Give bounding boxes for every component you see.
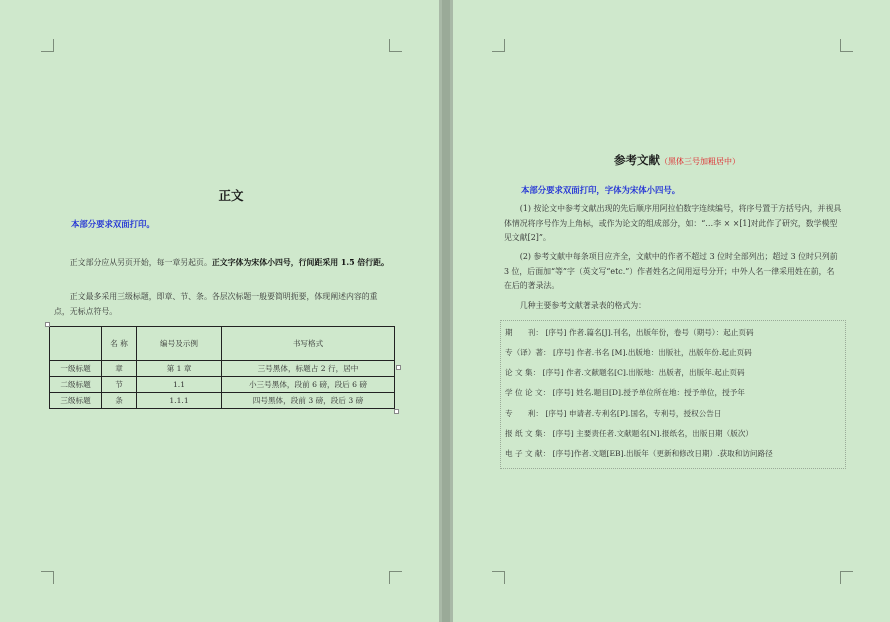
print-note: 本部分要求双面打印，字体为宋体小四号。	[521, 185, 681, 195]
table-cell: 第 1 章	[137, 361, 222, 377]
table-cell: 三号黑体，标题占 2 行，居中	[222, 361, 395, 377]
page-title: 正文	[218, 188, 244, 203]
title-text: 参考文献	[614, 153, 660, 167]
page-title	[614, 152, 740, 168]
heading-levels-table	[49, 326, 395, 409]
format-label: 电 子 文 献：	[505, 449, 551, 458]
paragraph-text: 正文部分应从另页开始，每一章另起页。	[69, 258, 212, 267]
table-cell: 一级标题	[50, 361, 102, 377]
table-cell: 节	[102, 377, 137, 393]
list-item	[505, 387, 745, 398]
body-paragraph-3: 几种主要参考文献著录表的格式为：	[519, 301, 647, 310]
crop-mark-top-left	[492, 39, 505, 52]
table-cell: 三级标题	[50, 393, 102, 409]
table-row-handle[interactable]	[396, 365, 401, 370]
table-row	[50, 361, 395, 377]
table-move-handle[interactable]	[45, 322, 50, 327]
crop-mark-bottom-left	[492, 571, 505, 584]
body-paragraph-1: (1) 按论文中参考文献出现的先后顺序用阿拉伯数字连续编号，将序号置于方括号内，并视具体情况将序号作为上角标，或作为论文的组成部分，如：“…李 × ×[1]对此作了研究，数学模型见文献[2]”。	[504, 204, 842, 242]
crop-mark-top-left	[41, 39, 54, 52]
format-text: [序号] 申请者.专利名[P].国名，专利号，授权公告日	[545, 409, 722, 418]
list-item	[505, 428, 753, 439]
title-format-note: （黑体三号加粗居中）	[660, 157, 740, 166]
list-item	[505, 327, 754, 338]
list-item	[505, 367, 745, 378]
table-header-cell	[50, 327, 102, 361]
table-cell: 二级标题	[50, 377, 102, 393]
page-gutter	[439, 0, 453, 622]
format-text: [序号]作者.文题[EB].出版年（更新和修改日期）.获取和访问路径	[552, 449, 773, 458]
paragraph-emphasis: 正文字体为宋体小四号，行间距采用 1.5 倍行距。	[211, 258, 389, 267]
body-paragraph-1	[54, 256, 390, 271]
table-header-cell: 书写格式	[222, 327, 395, 361]
list-item	[505, 448, 773, 459]
format-text: [序号] 作者.文献题名[C].出版地：出版者，出版年.起止页码	[542, 368, 745, 377]
format-text: [序号] 主要责任者.文献题名[N].报纸名，出版日期（版次）	[552, 429, 754, 438]
table-row	[50, 393, 395, 409]
table-cell: 章	[102, 361, 137, 377]
crop-mark-top-right	[840, 39, 853, 52]
table-cell: 四号黑体，段前 3 磅，段后 3 磅	[222, 393, 395, 409]
format-label: 期 刊：	[505, 328, 543, 337]
list-item	[505, 347, 752, 358]
table-cell: 小三号黑体，段前 6 磅，段后 6 磅	[222, 377, 395, 393]
format-text: [序号] 作者.书名 [M].出版地：出版社，出版年份.起止页码	[552, 348, 752, 357]
format-label: 学 位 论 文：	[505, 388, 551, 397]
table-cell: 1.1.1	[137, 393, 222, 409]
format-text: [序号] 姓名.题目[D].授予单位所在地：授予单位，授予年	[552, 388, 745, 397]
table-cell: 条	[102, 393, 137, 409]
crop-mark-top-right	[389, 39, 402, 52]
table-header-cell: 名 称	[102, 327, 137, 361]
crop-mark-bottom-left	[41, 571, 54, 584]
format-text: [序号] 作者.篇名[J].刊名，出版年份，卷号（期号）：起止页码	[545, 328, 754, 337]
table-cell: 1.1	[137, 377, 222, 393]
table-resize-handle[interactable]	[394, 409, 399, 414]
body-paragraph-2: 正文最多采用三级标题，即章、节、条。各层次标题一般要简明扼要，体现阐述内容的重点，无标点符号。	[54, 292, 378, 316]
crop-mark-bottom-right	[840, 571, 853, 584]
print-note: 本部分要求双面打印。	[71, 219, 155, 229]
format-label: 专 利：	[505, 409, 543, 418]
format-label: 专（译）著：	[505, 348, 551, 357]
format-label: 报 纸 文 集：	[505, 429, 551, 438]
format-label: 论 文 集：	[505, 368, 541, 377]
crop-mark-bottom-right	[389, 571, 402, 584]
body-paragraph-2: (2) 参考文献中每条项目应齐全，文献中的作者不超过 3 位时全部列出；超过 3 位时只列前 3 位，后面加“等”字（英文写“etc.”）作者姓名之间用逗号分开；中外人名一律采用姓在前，名在后的著录法。	[504, 252, 838, 290]
table-header-row	[50, 327, 395, 361]
gutter-divider	[442, 0, 450, 622]
list-item	[505, 408, 721, 419]
table-header-cell: 编号及示例	[137, 327, 222, 361]
table-row	[50, 377, 395, 393]
